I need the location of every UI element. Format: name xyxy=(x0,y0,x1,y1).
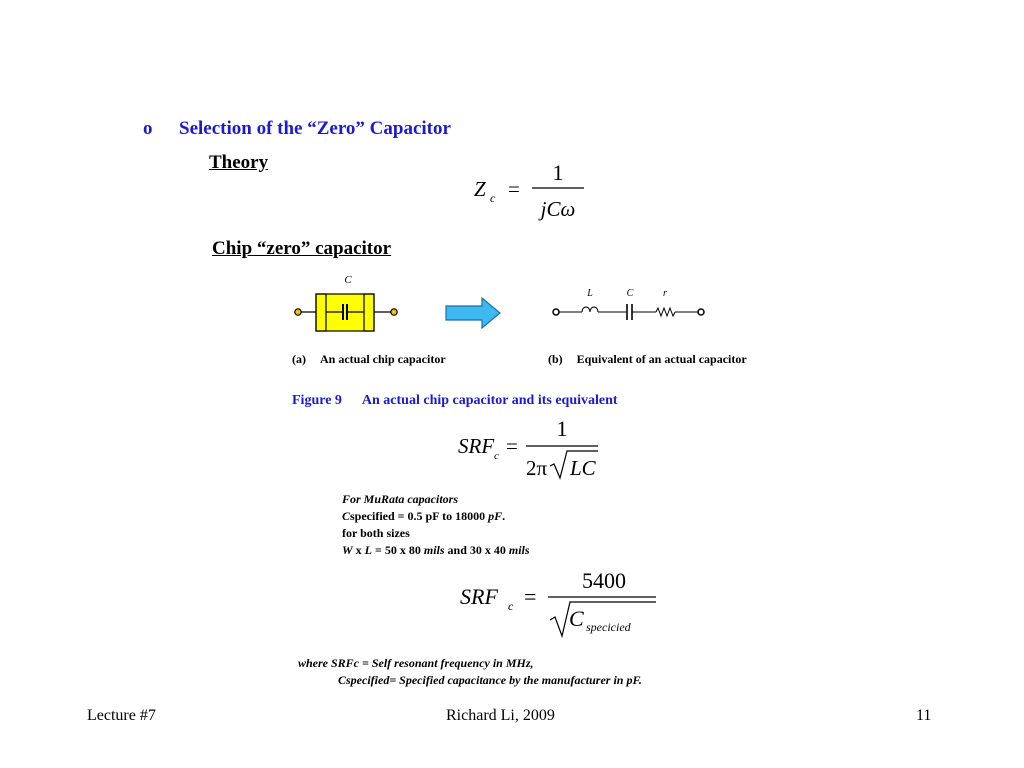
formula3-den-sub: specicied xyxy=(586,620,631,634)
definitions xyxy=(298,655,642,689)
formula2-radicand: LC xyxy=(570,456,596,480)
theory-label: Theory xyxy=(209,152,269,173)
srf-murata-formula xyxy=(452,562,672,644)
chip-body xyxy=(316,294,374,331)
formula3-lhs: SRF xyxy=(460,584,498,609)
notes-line4-l: L xyxy=(364,543,373,557)
notes-line2-lead: C xyxy=(342,509,351,523)
resistor-label: r xyxy=(663,288,667,299)
formula2-lhs: SRF xyxy=(458,434,495,458)
inductor-label: L xyxy=(587,288,593,299)
caption-a xyxy=(292,352,446,367)
notes-line2-end: . xyxy=(502,509,506,523)
notes-line2-unit: pF xyxy=(488,509,503,523)
notes-line4-unit2: mils xyxy=(508,543,530,557)
formula1-lhs: Z xyxy=(474,177,486,201)
formula3-lhs-sub: c xyxy=(508,599,514,613)
formula1-numerator: 1 xyxy=(552,160,564,185)
formula3-den-var: C xyxy=(569,606,584,631)
resistor-zigzag-icon xyxy=(656,308,675,316)
notes-line4-mid: = 50 x 80 xyxy=(372,543,424,557)
srf-formula xyxy=(450,412,610,484)
page-number: 11 xyxy=(916,707,932,724)
caption-a-tag: (a) xyxy=(292,352,306,366)
where-line2: Cspecified= Specified capacitance by the manufacturer in pF. xyxy=(338,673,642,687)
inductor-coil-icon xyxy=(582,307,598,312)
bullet-icon: o xyxy=(143,118,153,139)
equivalence-arrow-icon xyxy=(444,296,504,332)
chip-cap-label: C xyxy=(344,274,352,286)
notes-line3: for both sizes xyxy=(342,526,410,540)
formula3-numerator: 5400 xyxy=(582,568,626,593)
terminal-left-icon xyxy=(295,309,301,315)
equivalent-circuit-diagram xyxy=(548,282,714,328)
formula2-den-prefix: 2π xyxy=(526,456,548,480)
notes-line2-mid: specified = 0.5 pF to 18000 xyxy=(350,509,489,523)
notes-line4-x: x xyxy=(352,543,365,557)
formula2-numerator: 1 xyxy=(556,416,568,441)
formula2-equals: = xyxy=(506,434,518,458)
figure-caption-text: An actual chip capacitor and its equivalent xyxy=(361,393,618,408)
figure-number: Figure 9 xyxy=(292,393,342,408)
terminal-right-icon xyxy=(391,309,397,315)
heading-text: Selection of the “Zero” Capacitor xyxy=(179,118,451,139)
formula1-equals: = xyxy=(508,177,520,201)
formula3-equals: = xyxy=(524,584,537,609)
formula1-lhs-sub: c xyxy=(490,191,496,205)
footer-author: Richard Li, 2009 xyxy=(446,707,555,724)
caption-a-text: An actual chip capacitor xyxy=(320,352,446,366)
slide-heading xyxy=(143,118,451,140)
impedance-formula xyxy=(460,150,600,230)
notes-line4-and: and 30 x 40 xyxy=(444,543,509,557)
notes-line1: For MuRata capacitors xyxy=(342,492,459,506)
murata-notes xyxy=(342,491,530,559)
formula2-lhs-sub: c xyxy=(494,450,499,462)
notes-line4-w: W xyxy=(342,543,353,557)
where-line1: where SRFc = Self resonant frequency in MHz, xyxy=(298,656,534,670)
caption-b xyxy=(548,352,747,367)
notes-line4-unit1: mils xyxy=(423,543,445,557)
chip-capacitor-heading: Chip “zero” capacitor xyxy=(212,238,392,259)
capacitor-label: C xyxy=(626,288,634,299)
caption-b-tag: (b) xyxy=(548,352,563,366)
chip-capacitor-diagram xyxy=(288,268,408,340)
terminal-left-icon xyxy=(553,309,559,315)
caption-b-text: Equivalent of an actual capacitor xyxy=(576,352,747,366)
formula1-denominator: jCω xyxy=(540,197,576,221)
footer-lecture: Lecture #7 xyxy=(87,707,156,724)
terminal-right-icon xyxy=(698,309,704,315)
arrow-shape xyxy=(446,298,500,328)
figure-caption xyxy=(292,393,618,409)
